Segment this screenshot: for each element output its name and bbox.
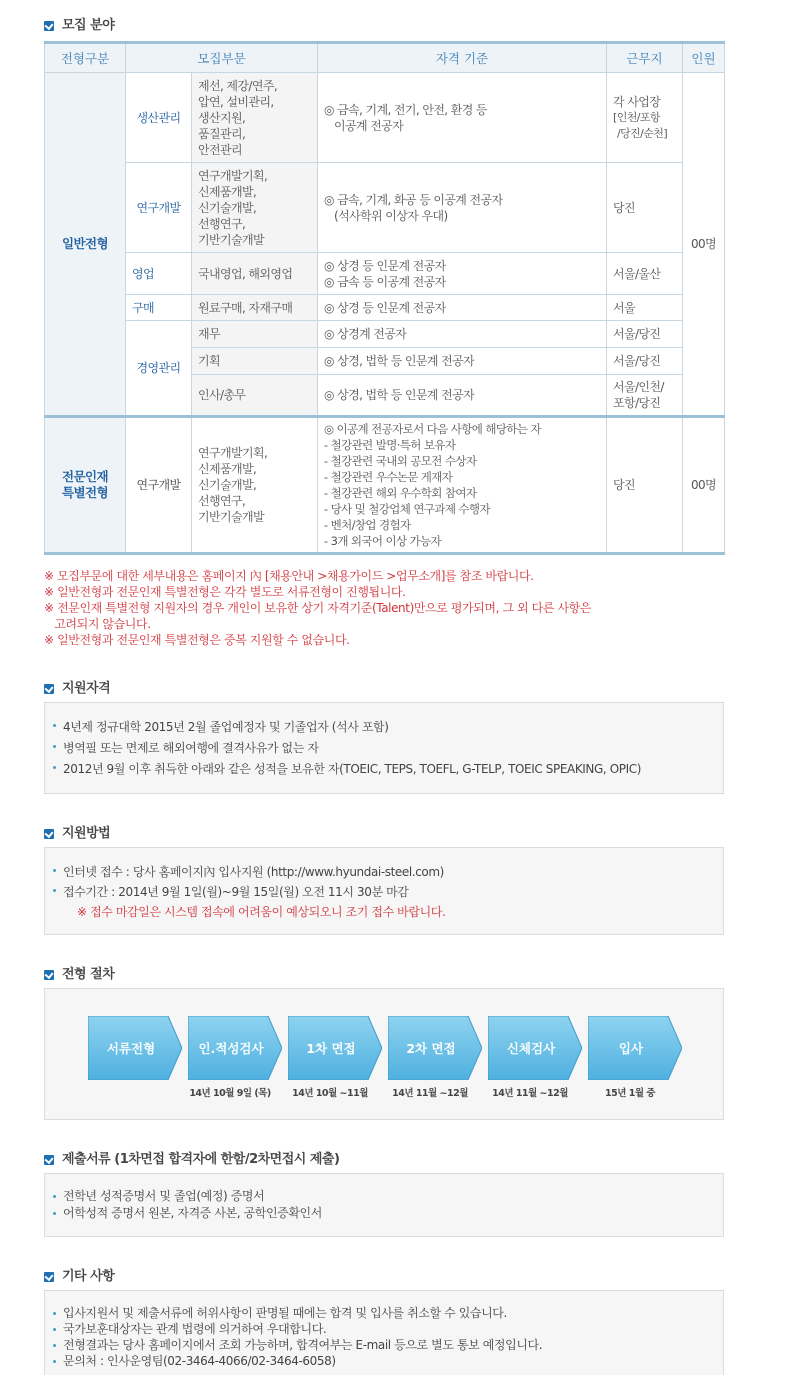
- qual-cell: ◎ 상경, 법학 등 인문계 전공자: [318, 348, 607, 375]
- section-title-qualification: 지원자격: [44, 680, 110, 698]
- process-step: [288, 1016, 382, 1080]
- dept-cell: 영업: [126, 253, 192, 295]
- section-title-method: 지원방법: [44, 825, 110, 843]
- loc-cell: 당진: [607, 163, 683, 253]
- process-step-label: 입사: [618, 1041, 644, 1056]
- sub-cell: 재무: [192, 321, 318, 348]
- sub-cell: 인사/총무: [192, 375, 318, 417]
- header-dept: 모집부문: [126, 43, 318, 73]
- list-item: 2012년 9월 이후 취득한 아래와 같은 성적을 보유한 자(TOEIC, TEPS, TOEFL, G-TELP, TOEIC SPEAKING, OPIC): [45, 759, 723, 780]
- table-row: [45, 73, 725, 163]
- process-step-date: 14년 11월 ~12월: [392, 1088, 468, 1099]
- note: 고려되지 않습니다.: [44, 617, 151, 631]
- method-warning: ※ 접수 마감일은 시스템 접속에 어려움이 예상되오니 조기 접수 바랍니다.: [77, 905, 446, 919]
- list-item: 접수기간 : 2014년 9월 1일(월)~9월 15일(월) 오전 11시 30분 마감: [45, 882, 723, 902]
- checkbox-icon: [44, 970, 54, 980]
- qual-cell: ◎ 금속, 기계, 화공 등 이공계 전공자 (석사학위 이상자 우대): [318, 163, 607, 253]
- qual-cell: ◎ 상경, 법학 등 인문계 전공자: [318, 375, 607, 417]
- checkbox-icon: [44, 21, 54, 31]
- count-special: 00명: [683, 417, 725, 554]
- sub-cell: 연구개발기획, 신제품개발, 신기술개발, 선행연구, 기반기술개발: [192, 163, 318, 253]
- table-header-row: [45, 43, 725, 73]
- documents-box: [44, 1173, 724, 1237]
- recruit-table: [44, 41, 725, 555]
- table-row: [45, 253, 725, 295]
- process-step-date: 14년 10월 ~11월: [292, 1088, 368, 1099]
- checkbox-icon: [44, 684, 54, 694]
- note: ※ 전문인재 특별전형 지원자의 경우 개인이 보유한 상기 자격기준(Talent)만으로 평가되며, 그 외 다른 사항은: [44, 601, 592, 615]
- process-step-label: 1차 면접: [306, 1041, 356, 1056]
- checkbox-icon: [44, 1272, 54, 1282]
- qual-cell: ◎ 상경 등 인문계 전공자: [318, 295, 607, 321]
- list-item: 입사지원서 및 제출서류에 허위사항이 판명될 때에는 합격 및 입사를 취소할 수 있습니다.: [45, 1305, 723, 1321]
- loc-cell: 당진: [607, 417, 683, 554]
- process-step: [88, 1016, 182, 1080]
- method-box: [44, 847, 724, 935]
- qual-cell: ◎ 상경 등 인문계 전공자 ◎ 금속 등 이공계 전공자: [318, 253, 607, 295]
- list-item: 인터넷 접수 : 당사 홈페이지內 입사지원 (http://www.hyundai-steel.com): [45, 862, 723, 882]
- loc-cell: 서울/인천/ 포항/당진: [607, 375, 683, 417]
- list-item: 전형결과는 당사 홈페이지에서 조회 가능하며, 합격여부는 E-mail 등으로 별도 통보 예정입니다.: [45, 1337, 723, 1353]
- dept-cell: 연구개발: [126, 417, 192, 554]
- header-qual: 자격 기준: [318, 43, 607, 73]
- process-step: [388, 1016, 482, 1080]
- sub-cell: 원료구매, 자재구매: [192, 295, 318, 321]
- qual-cell: ◎ 상경계 전공자: [318, 321, 607, 348]
- sub-cell: 국내영업, 해외영업: [192, 253, 318, 295]
- table-row: [45, 295, 725, 321]
- process-step: [488, 1016, 582, 1080]
- process-step-label: 서류전형: [106, 1041, 156, 1056]
- section-title-etc: 기타 사항: [44, 1268, 114, 1286]
- type-special: 전문인재 특별전형: [45, 417, 126, 554]
- process-step-label: 인.적성검사: [198, 1041, 264, 1056]
- count-general: 00명: [683, 73, 725, 417]
- dept-cell: 구매: [126, 295, 192, 321]
- process-step-label: 신체검사: [506, 1041, 556, 1056]
- qual-cell: ◎ 이공계 전공자로서 다음 사항에 해당하는 자 - 철강관련 발명·특허 보유자 - 철강관련 국내외 공모전 수상자 - 철강관련 우수논문 게재자 - 철강관련 해외 우수학회 참여자 - 당사 및 철강업체 연구과제 수행자 - 벤처/창업 경험자 - 3개 외국어 이상 가능자: [318, 417, 607, 554]
- process-step-date: 14년 11월 ~12월: [492, 1088, 568, 1099]
- list-item: 국가보훈대상자는 관계 법령에 의거하여 우대합니다.: [45, 1321, 723, 1337]
- section-title-recruit: [44, 17, 114, 35]
- note: ※ 일반전형과 전문인재 특별전형은 중복 지원할 수 없습니다.: [44, 633, 350, 647]
- process-step: [588, 1016, 682, 1080]
- qualification-box: [44, 702, 724, 794]
- checkbox-icon: [44, 829, 54, 839]
- recruit-notes: [44, 568, 744, 648]
- checkbox-icon: [44, 1155, 54, 1165]
- loc-cell: 서울/당진: [607, 348, 683, 375]
- loc-cell: 각 사업장 [인천/포항 /당진/순천]: [607, 73, 683, 163]
- process-step-label: 2차 면접: [406, 1041, 456, 1056]
- process-step-date: 15년 1월 중: [605, 1088, 655, 1099]
- note: ※ 일반전형과 전문인재 특별전형은 각각 별도로 서류전형이 진행됩니다.: [44, 585, 406, 599]
- sub-cell: 제선, 제강/연주, 압연, 설비관리, 생산지원, 품질관리, 안전관리: [192, 73, 318, 163]
- section-title-text: 모집 분야: [62, 18, 115, 33]
- loc-cell: 서울/울산: [607, 253, 683, 295]
- list-item: 4년제 정규대학 2015년 2월 졸업예정자 및 기졸업자 (석사 포함): [45, 717, 723, 738]
- header-count: 인원: [683, 43, 725, 73]
- etc-box: [44, 1290, 724, 1375]
- list-item: 문의처 : 인사운영팀(02-3464-4066/02-3464-6058): [45, 1353, 723, 1369]
- header-loc: 근무지: [607, 43, 683, 73]
- loc-cell: 서울/당진: [607, 321, 683, 348]
- section-title-documents: 제출서류 (1차면접 합격자에 한함/2차면접시 제출): [44, 1151, 339, 1169]
- header-type: 전형구분: [45, 43, 126, 73]
- note: ※ 모집부문에 대한 세부내용은 홈페이지 內 [채용안내 >채용가이드 >업무소개]를 참조 바랍니다.: [44, 569, 534, 583]
- list-item: 어학성적 증명서 원본, 자격증 사본, 공학인증확인서: [45, 1205, 723, 1222]
- loc-cell: 서울: [607, 295, 683, 321]
- table-row: [45, 321, 725, 348]
- sub-cell: 연구개발기획, 신제품개발, 신기술개발, 선행연구, 기반기술개발: [192, 417, 318, 554]
- process-step-date: 14년 10월 9일 (목): [189, 1088, 271, 1099]
- qual-cell: ◎ 금속, 기계, 전기, 안전, 환경 등 이공계 전공자: [318, 73, 607, 163]
- process-step: [188, 1016, 282, 1080]
- table-row: [45, 163, 725, 253]
- list-item: 병역필 또는 면제로 해외여행에 결격사유가 없는 자: [45, 738, 723, 759]
- list-item: 전학년 성적증명서 및 졸업(예정) 증명서: [45, 1188, 723, 1205]
- sub-cell: 기획: [192, 348, 318, 375]
- section-title-process: 전형 절차: [44, 966, 114, 984]
- dept-cell: 연구개발: [126, 163, 192, 253]
- dept-cell: 경영관리: [126, 321, 192, 417]
- dept-cell: 생산관리: [126, 73, 192, 163]
- table-row-special: [45, 417, 725, 554]
- type-general: 일반전형: [45, 73, 126, 417]
